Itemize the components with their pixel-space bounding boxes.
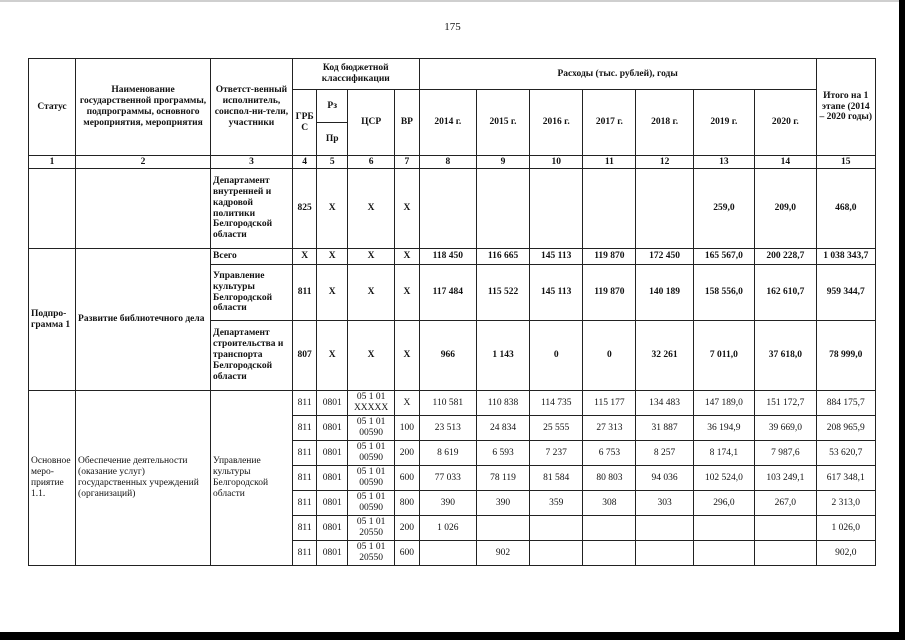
col-number: 6 [348, 156, 395, 169]
value-2017: 119 870 [583, 265, 636, 321]
csr-cell: Х [348, 321, 395, 391]
rzpr-cell: 0801 [317, 391, 348, 416]
value-2015 [476, 516, 529, 541]
value-2018: 8 257 [636, 441, 693, 466]
header-year-2018: 2018 г. [636, 90, 693, 156]
table-row [29, 249, 876, 265]
value-2015: 24 834 [476, 416, 529, 441]
scan-top-edge [0, 0, 905, 2]
header-year-2019: 2019 г. [693, 90, 754, 156]
grbs-cell: 811 [292, 516, 317, 541]
value-2016: 7 237 [530, 441, 583, 466]
csr-cell: Х [348, 265, 395, 321]
value-2020: 7 987,6 [755, 441, 816, 466]
value-2016: 145 113 [530, 265, 583, 321]
header-code-group: Код бюджетной классификации [292, 59, 419, 90]
rzpr-cell: Х [317, 265, 348, 321]
col-number: 13 [693, 156, 754, 169]
header-year-2020: 2020 г. [755, 90, 816, 156]
column-number-row [29, 156, 876, 169]
col-number: 15 [816, 156, 875, 169]
value-total: 617 348,1 [816, 466, 875, 491]
vr-cell: 600 [395, 541, 420, 566]
value-2018: 303 [636, 491, 693, 516]
value-2019: 158 556,0 [693, 265, 754, 321]
header-pr: Пр [317, 123, 348, 156]
value-2020 [755, 516, 816, 541]
value-2019: 147 189,0 [693, 391, 754, 416]
value-2014: 8 619 [419, 441, 476, 466]
value-total: 1 026,0 [816, 516, 875, 541]
header-rz: Рз [317, 90, 348, 123]
status-cell [29, 169, 76, 249]
value-2019 [693, 541, 754, 566]
col-number: 9 [476, 156, 529, 169]
value-2017: 27 313 [583, 416, 636, 441]
csr-cell: 05 1 01 20550 [348, 516, 395, 541]
value-2018: 31 887 [636, 416, 693, 441]
grbs-cell: Х [292, 249, 317, 265]
header-responsible: Ответст-венный исполнитель, соиспол-ни-тели, участники [211, 59, 293, 156]
value-2015: 116 665 [476, 249, 529, 265]
value-2018: 140 189 [636, 265, 693, 321]
value-2017: 115 177 [583, 391, 636, 416]
value-2014: 390 [419, 491, 476, 516]
col-number: 7 [395, 156, 420, 169]
value-2018: 172 450 [636, 249, 693, 265]
vr-cell: 600 [395, 466, 420, 491]
value-2017: 0 [583, 321, 636, 391]
value-2020: 37 618,0 [755, 321, 816, 391]
rzpr-cell: 0801 [317, 441, 348, 466]
value-2017 [583, 541, 636, 566]
table-row [29, 391, 876, 416]
value-2017: 6 753 [583, 441, 636, 466]
value-2015 [476, 169, 529, 249]
csr-cell: 05 1 01 00590 [348, 491, 395, 516]
value-2016: 145 113 [530, 249, 583, 265]
header-grbs: ГРБ С [292, 90, 317, 156]
header-year-2015: 2015 г. [476, 90, 529, 156]
value-2014: 118 450 [419, 249, 476, 265]
value-2015: 1 143 [476, 321, 529, 391]
value-2019: 102 524,0 [693, 466, 754, 491]
value-2015: 6 593 [476, 441, 529, 466]
grbs-cell: 811 [292, 416, 317, 441]
value-2017: 119 870 [583, 249, 636, 265]
header-name: Наименование государственной программы, подпрограммы, основного мероприятия, мероприятия [76, 59, 211, 156]
csr-cell: 05 1 01 00590 [348, 466, 395, 491]
value-2015: 78 119 [476, 466, 529, 491]
responsible-cell: Управление культуры Белгородской области [211, 265, 293, 321]
value-2016: 359 [530, 491, 583, 516]
vr-cell: 200 [395, 441, 420, 466]
header-status: Статус [29, 59, 76, 156]
value-2020: 200 228,7 [755, 249, 816, 265]
value-2018: 32 261 [636, 321, 693, 391]
csr-cell: Х [348, 249, 395, 265]
value-2019: 7 011,0 [693, 321, 754, 391]
grbs-cell: 811 [292, 541, 317, 566]
value-2015: 390 [476, 491, 529, 516]
col-number: 8 [419, 156, 476, 169]
header-year-2017: 2017 г. [583, 90, 636, 156]
value-2016: 25 555 [530, 416, 583, 441]
col-number: 12 [636, 156, 693, 169]
status-cell: Подпро-грамма 1 [29, 249, 76, 391]
col-number: 11 [583, 156, 636, 169]
responsible-cell: Всего [211, 249, 293, 265]
value-total: 208 965,9 [816, 416, 875, 441]
value-2020: 162 610,7 [755, 265, 816, 321]
value-2014 [419, 169, 476, 249]
value-2014: 1 026 [419, 516, 476, 541]
grbs-cell: 811 [292, 491, 317, 516]
value-2018: 94 036 [636, 466, 693, 491]
value-2019: 259,0 [693, 169, 754, 249]
scan-bottom-edge [0, 632, 905, 640]
grbs-cell: 807 [292, 321, 317, 391]
value-2014: 23 513 [419, 416, 476, 441]
rzpr-cell: Х [317, 321, 348, 391]
value-total: 78 999,0 [816, 321, 875, 391]
value-2019: 296,0 [693, 491, 754, 516]
value-2014 [419, 541, 476, 566]
grbs-cell: 811 [292, 391, 317, 416]
value-2019 [693, 516, 754, 541]
value-2018 [636, 541, 693, 566]
header-expenses-group: Расходы (тыс. рублей), годы [419, 59, 816, 90]
vr-cell: Х [395, 321, 420, 391]
csr-cell: Х [348, 169, 395, 249]
vr-cell: Х [395, 169, 420, 249]
status-cell: Основное меро-приятие 1.1. [29, 391, 76, 566]
page-number: 175 [444, 21, 461, 33]
vr-cell: Х [395, 391, 420, 416]
responsible-cell: Департамент строительства и транспорта Белгородской области [211, 321, 293, 391]
value-2016 [530, 516, 583, 541]
value-2016 [530, 541, 583, 566]
header-total: Итого на 1 этапе (2014 – 2020 годы) [816, 59, 875, 156]
value-2016: 81 584 [530, 466, 583, 491]
col-number: 1 [29, 156, 76, 169]
header-vr: ВР [395, 90, 420, 156]
scan-right-edge [899, 0, 905, 640]
value-2015: 115 522 [476, 265, 529, 321]
grbs-cell: 811 [292, 265, 317, 321]
value-total: 53 620,7 [816, 441, 875, 466]
col-number: 5 [317, 156, 348, 169]
csr-cell: 05 1 01 20550 [348, 541, 395, 566]
value-2020: 39 669,0 [755, 416, 816, 441]
value-2016: 0 [530, 321, 583, 391]
col-number: 10 [530, 156, 583, 169]
value-2017: 308 [583, 491, 636, 516]
grbs-cell: 811 [292, 466, 317, 491]
value-total: 884 175,7 [816, 391, 875, 416]
value-2019: 165 567,0 [693, 249, 754, 265]
rzpr-cell: 0801 [317, 466, 348, 491]
value-2020: 151 172,7 [755, 391, 816, 416]
value-2014: 77 033 [419, 466, 476, 491]
value-2014: 966 [419, 321, 476, 391]
value-2015: 902 [476, 541, 529, 566]
header-year-2016: 2016 г. [530, 90, 583, 156]
value-2015: 110 838 [476, 391, 529, 416]
csr-cell: 05 1 01 XXXXX [348, 391, 395, 416]
value-2017 [583, 169, 636, 249]
budget-table [28, 58, 876, 566]
value-2019: 36 194,9 [693, 416, 754, 441]
table-row [29, 169, 876, 249]
csr-cell: 05 1 01 00590 [348, 416, 395, 441]
value-total: 959 344,7 [816, 265, 875, 321]
header-csr: ЦСР [348, 90, 395, 156]
value-total: 902,0 [816, 541, 875, 566]
value-2018 [636, 516, 693, 541]
value-2018: 134 483 [636, 391, 693, 416]
col-number: 3 [211, 156, 293, 169]
rzpr-cell: 0801 [317, 541, 348, 566]
rzpr-cell: 0801 [317, 516, 348, 541]
rzpr-cell: Х [317, 169, 348, 249]
value-2014: 117 484 [419, 265, 476, 321]
value-2020: 267,0 [755, 491, 816, 516]
value-2017 [583, 516, 636, 541]
vr-cell: 800 [395, 491, 420, 516]
value-2014: 110 581 [419, 391, 476, 416]
col-number: 2 [76, 156, 211, 169]
vr-cell: 100 [395, 416, 420, 441]
col-number: 14 [755, 156, 816, 169]
name-cell: Обеспечение деятельности (оказание услуг) государственных учреждений (организаций) [76, 391, 211, 566]
value-2020: 103 249,1 [755, 466, 816, 491]
grbs-cell: 825 [292, 169, 317, 249]
rzpr-cell: 0801 [317, 416, 348, 441]
value-2019: 8 174,1 [693, 441, 754, 466]
col-number: 4 [292, 156, 317, 169]
vr-cell: Х [395, 249, 420, 265]
responsible-cell: Управление культуры Белгородской области [211, 391, 293, 566]
value-2016 [530, 169, 583, 249]
vr-cell: Х [395, 265, 420, 321]
rzpr-cell: Х [317, 249, 348, 265]
vr-cell: 200 [395, 516, 420, 541]
grbs-cell: 811 [292, 441, 317, 466]
value-2017: 80 803 [583, 466, 636, 491]
value-2020 [755, 541, 816, 566]
value-2018 [636, 169, 693, 249]
csr-cell: 05 1 01 00590 [348, 441, 395, 466]
rzpr-cell: 0801 [317, 491, 348, 516]
value-total: 1 038 343,7 [816, 249, 875, 265]
responsible-cell: Департамент внутренней и кадровой политики Белгородской области [211, 169, 293, 249]
name-cell [76, 169, 211, 249]
value-2020: 209,0 [755, 169, 816, 249]
header-year-2014: 2014 г. [419, 90, 476, 156]
name-cell: Развитие библиотечного дела [76, 249, 211, 391]
value-2016: 114 735 [530, 391, 583, 416]
value-total: 2 313,0 [816, 491, 875, 516]
value-total: 468,0 [816, 169, 875, 249]
